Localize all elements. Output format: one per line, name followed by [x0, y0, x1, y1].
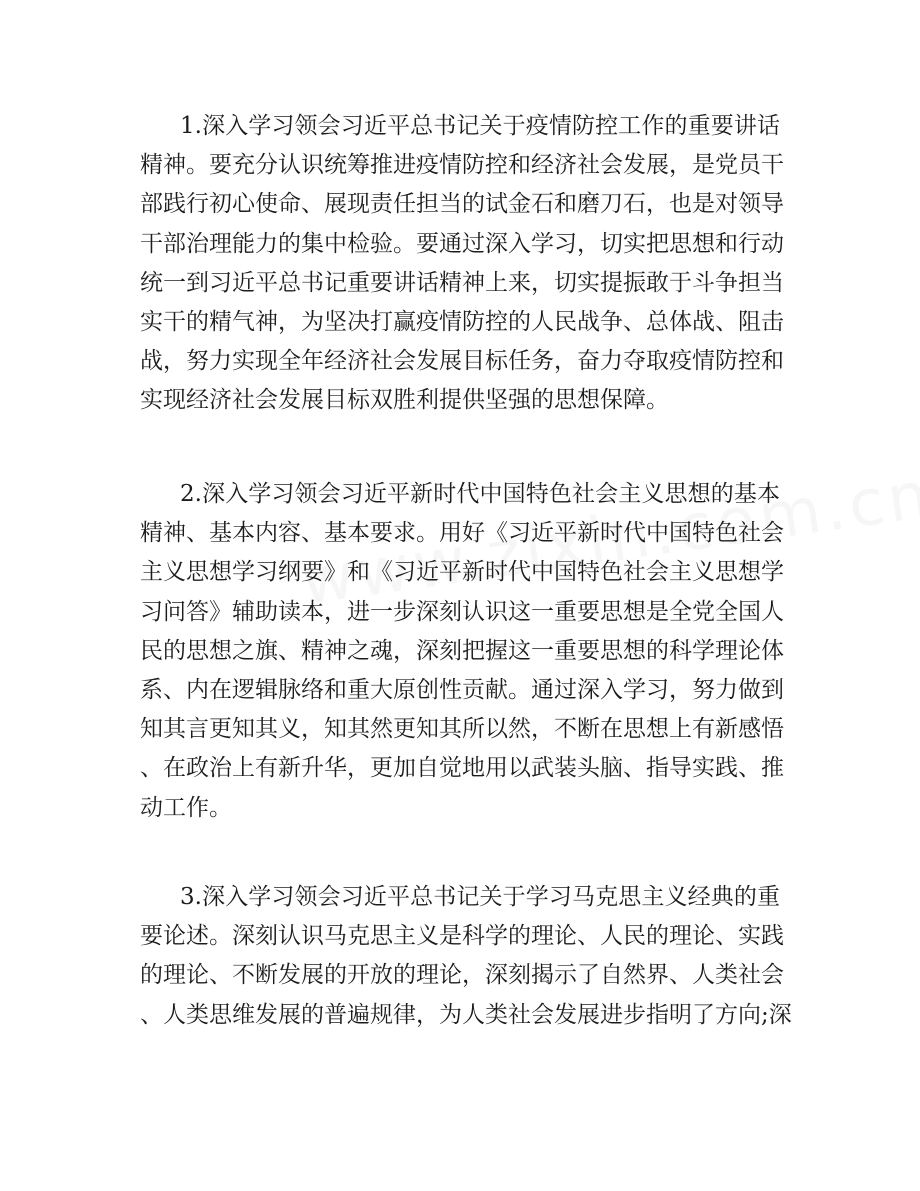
- paragraph-line: 精神。要充分认识统筹推进疫情防控和经济社会发展，是党员干: [140, 152, 784, 179]
- paragraph-line: 、人类思维发展的普遍规律，为人类社会发展进步指明了方向;深: [140, 1001, 792, 1028]
- paragraph-line: 要论述。深刻认识马克思主义是科学的理论、人民的理论、实践: [140, 923, 784, 950]
- paragraph-line: 主义思想学习纲要》和《习近平新时代中国特色社会主义思想学: [140, 559, 784, 586]
- paragraph-line: 、在政治上有新升华，更加自觉地用以武装头脑、指导实践、推: [140, 755, 784, 782]
- paragraph-line: 的理论、不断发展的开放的理论，深刻揭示了自然界、人类社会: [140, 962, 784, 989]
- paragraph-line: 系、内在逻辑脉络和重大原创性贡献。通过深入学习，努力做到: [140, 677, 784, 703]
- paragraph-line: 实现经济社会发展目标双胜利提供坚强的思想保障。: [140, 387, 669, 414]
- paragraph-line: 1.深入学习领会习近平总书记关于疫情防控工作的重要讲话: [180, 113, 780, 139]
- paragraph-line: 动工作。: [140, 794, 232, 821]
- paragraph-line: 3.深入学习领会习近平总书记关于学习马克思主义经典的重: [180, 884, 780, 910]
- paragraph-line: 知其言更知其义，知其然更知其所以然，不断在思想上有新感悟: [140, 716, 784, 743]
- paragraph-line: 习问答》辅助读本，进一步深刻认识这一重要思想是全党全国人: [140, 598, 784, 625]
- paragraph-line: 干部治理能力的集中检验。要通过深入学习，切实把思想和行动: [140, 230, 784, 257]
- paragraph-line: 精神、基本内容、基本要求。用好《习近平新时代中国特色社会: [140, 520, 784, 547]
- paragraph-line: 战，努力实现全年经济社会发展目标任务，奋力夺取疫情防控和: [140, 348, 784, 375]
- paragraph-line: 实干的精气神，为坚决打赢疫情防控的人民战争、总体战、阻击: [140, 309, 784, 335]
- paragraph-line: 2.深入学习领会习近平新时代中国特色社会主义思想的基本: [180, 481, 780, 507]
- paragraph-line: 民的思想之旗、精神之魂，深刻把握这一重要思想的科学理论体: [140, 637, 784, 664]
- paragraph-line: 统一到习近平总书记重要讲话精神上来，切实提振敢于斗争担当: [140, 269, 784, 296]
- paragraph-line: 部践行初心使命、展现责任担当的试金石和磨刀石，也是对领导: [140, 191, 784, 218]
